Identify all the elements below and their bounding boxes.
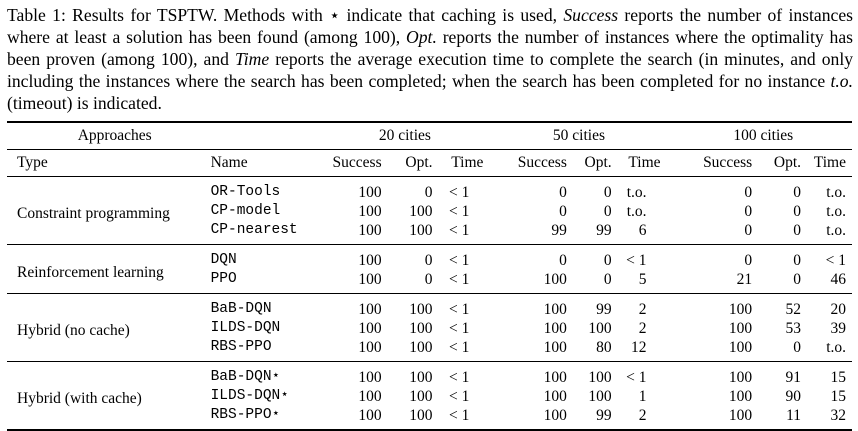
header-row-groups [7,122,852,150]
cell-time-20: < 1 [449,271,470,288]
header-success: Success [517,154,567,171]
cell-success-100: 0 [744,252,753,269]
caption-text: indicate that caching is used, [340,5,564,25]
header-opt: Opt. [773,154,801,171]
cell-opt-50: 0 [603,271,612,288]
cell-success-20: 100 [358,184,382,201]
header-success: Success [703,154,753,171]
table-row [7,245,852,271]
cell-time-50: 12 [631,339,647,356]
results-body [7,177,852,431]
cell-success-50: 99 [551,222,567,239]
cell-time-20: < 1 [449,339,470,356]
cell-time-50: 2 [638,407,647,424]
caption-opt-term: Opt. [406,27,437,47]
cell-time-100: t.o. [826,339,846,356]
cell-success-100: 100 [728,320,753,337]
cell-success-20: 100 [358,407,382,424]
cell-time-100: 15 [830,369,846,386]
cell-time-20: < 1 [449,369,470,386]
header-time: Time [628,154,661,171]
method-name: DQN [210,252,237,268]
cell-opt-100: 0 [793,203,801,220]
cell-success-20: 100 [358,301,382,318]
cell-success-20: 100 [358,388,382,405]
cell-time-50: 1 [638,388,647,405]
cell-success-50: 100 [543,388,567,405]
cell-time-20: < 1 [449,320,470,337]
cell-time-20: < 1 [449,301,470,318]
header-name: Name [210,154,248,171]
cell-opt-20: 100 [409,203,433,220]
cell-time-100: 15 [830,388,846,405]
group-type: Constraint programming [17,205,170,222]
cell-opt-20: 0 [424,184,433,201]
cell-success-20: 100 [358,320,382,337]
header-20-cities: 20 cities [312,122,483,150]
cell-time-100: 20 [830,301,846,318]
cell-opt-50: 99 [596,222,612,239]
cell-time-50: 5 [638,271,647,288]
cell-success-100: 100 [728,369,753,386]
method-name: ILDS-DQN⋆ [210,388,289,404]
method-name: RBS-PPO [210,339,272,355]
cell-opt-50: 100 [588,320,612,337]
method-name: PPO [210,271,237,287]
cell-time-100: 32 [830,407,846,424]
header-50-cities: 50 cities [483,122,660,150]
cell-success-100: 100 [728,301,753,318]
group-type: Reinforcement learning [17,263,164,281]
cell-success-50: 100 [543,320,567,337]
results-table [7,121,852,431]
cell-time-20: < 1 [449,184,470,201]
caption-text: reports the average execution time to complete the search (in minutes, and only including the instances where the search has been completed; when the search has been completed for no instance [7,49,853,91]
caption-text: (timeout) is indicated. [7,93,162,113]
cell-opt-20: 100 [409,320,433,337]
cell-success-50: 100 [543,369,567,386]
cell-opt-20: 100 [409,388,433,405]
cell-success-50: 100 [543,271,567,288]
cell-success-100: 0 [744,203,753,220]
cell-opt-50: 0 [603,203,612,220]
caption-timeout-term: t.o. [830,71,853,91]
cell-time-100: < 1 [825,252,846,269]
table-row [7,294,852,320]
cell-success-20: 100 [358,369,382,386]
table-row [7,362,852,388]
cell-time-50: 2 [638,301,647,318]
cell-success-50: 100 [543,301,567,318]
cell-opt-100: 0 [793,271,801,288]
cell-time-50: < 1 [626,369,647,386]
cell-opt-100: 90 [785,388,801,405]
cell-time-100: 39 [830,320,846,337]
header-opt: Opt. [584,154,612,171]
header-approaches: Approaches [7,122,312,150]
cell-opt-20: 100 [409,369,433,386]
cell-time-50: 2 [638,320,647,337]
caption-success-term: Success [563,5,619,25]
cell-success-20: 100 [358,203,382,220]
cell-time-100: 46 [830,271,846,288]
cell-opt-50: 99 [596,407,612,424]
cell-opt-100: 0 [793,184,801,201]
header-success: Success [332,154,382,171]
cell-opt-100: 53 [785,320,801,337]
method-name: CP-nearest [210,222,298,238]
caption-text: reports the number of instances where at least a solution has been found (among 100), [7,5,853,47]
group-type: Hybrid (no cache) [17,322,130,339]
header-type: Type [17,154,48,171]
cell-opt-100: 52 [785,301,801,318]
cell-success-50: 100 [543,339,567,356]
method-name: ILDS-DQN [210,320,281,336]
cell-opt-20: 0 [424,271,433,288]
cell-success-50: 100 [543,407,567,424]
cell-time-20: < 1 [449,222,470,239]
cell-opt-20: 100 [409,222,433,239]
cell-success-100: 21 [736,271,753,288]
cell-success-100: 0 [744,184,753,201]
cell-success-20: 100 [358,252,382,269]
table-row [7,177,852,203]
cell-opt-50: 0 [603,184,612,201]
cell-time-50: 6 [638,222,647,239]
cell-time-100: t.o. [826,222,846,239]
header-time: Time [451,154,484,171]
cell-time-20: < 1 [449,388,470,405]
cell-opt-50: 100 [588,388,612,405]
cell-time-20: < 1 [449,252,470,269]
cell-success-50: 0 [559,184,567,201]
cell-success-20: 100 [358,222,382,239]
cell-opt-20: 100 [409,339,433,356]
method-name: RBS-PPO⋆ [210,407,281,423]
cell-opt-50: 0 [603,252,612,269]
caption-text: reports the number of instances where the optimality has been proven (among 100), and [7,27,853,69]
cell-time-50: < 1 [626,252,647,269]
cell-success-100: 100 [728,339,753,356]
method-name: CP-model [210,203,281,219]
cell-success-100: 100 [728,407,753,424]
cell-success-50: 0 [559,203,567,220]
cell-opt-20: 0 [424,252,433,269]
cell-time-100: t.o. [826,203,846,220]
cell-opt-50: 100 [588,369,612,386]
cell-opt-100: 11 [786,407,801,424]
cell-opt-20: 100 [409,407,433,424]
cell-success-20: 100 [358,271,382,288]
header-time: Time [813,154,846,171]
cell-opt-100: 0 [793,222,801,239]
cell-opt-20: 100 [409,301,433,318]
cell-time-50: t.o. [626,203,647,220]
header-opt: Opt. [405,154,433,171]
cell-success-100: 0 [744,222,753,239]
group-type: Hybrid (with cache) [17,390,142,407]
table-caption [7,4,853,114]
cell-success-50: 0 [559,252,567,269]
cell-time-20: < 1 [449,203,470,220]
method-name: BaB-DQN⋆ [210,369,281,385]
caption-time-term: Time [234,49,270,69]
cell-opt-100: 91 [785,369,801,386]
cell-opt-50: 99 [596,301,612,318]
cell-time-50: t.o. [626,184,647,201]
header-row-columns [7,150,852,177]
cell-opt-100: 0 [793,339,801,356]
header-100-cities: 100 cities [661,122,852,150]
method-name: OR-Tools [210,184,281,200]
cell-success-20: 100 [358,339,382,356]
caption-text: Table 1: Results for TSPTW. Methods with [7,5,330,25]
star-symbol: ⋆ [329,5,341,25]
cell-time-100: t.o. [826,184,846,201]
method-name: BaB-DQN [210,301,272,317]
cell-success-100: 100 [728,388,753,405]
cell-time-20: < 1 [449,407,470,424]
cell-opt-50: 80 [596,339,612,356]
cell-opt-100: 0 [793,252,801,269]
